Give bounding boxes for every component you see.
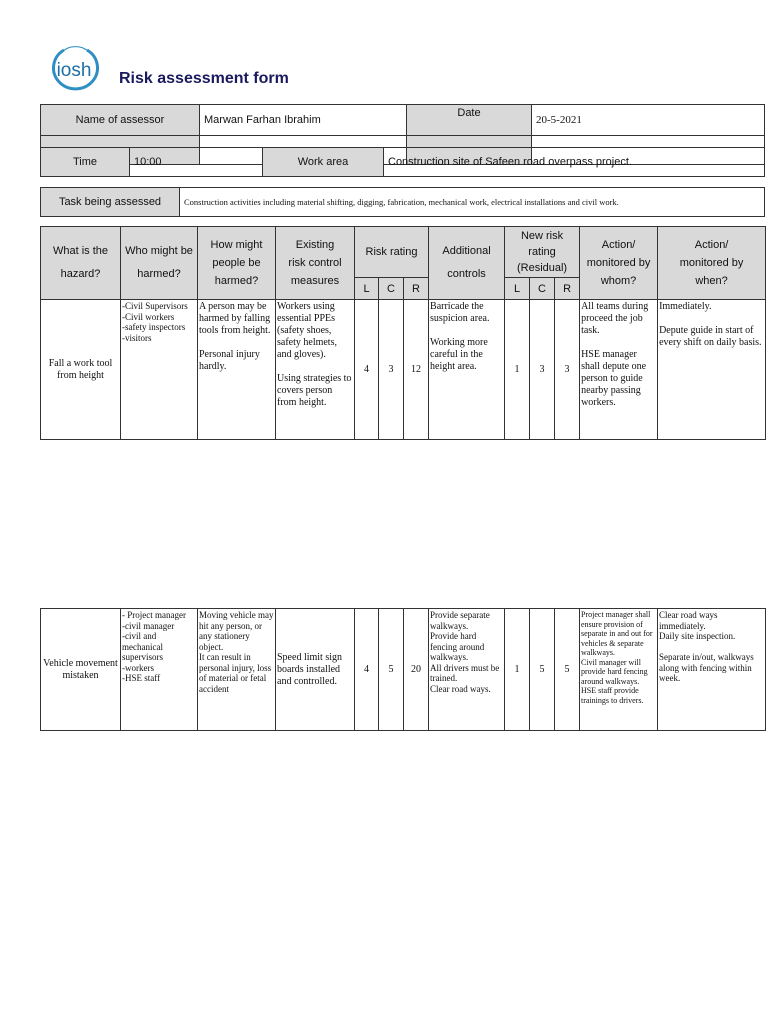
iosh-logo	[47, 46, 103, 92]
col-additional: Additional controls	[442, 245, 491, 280]
time-value: 10:00	[130, 148, 263, 177]
how-cell: A person may be harmed by falling tools from height. Personal injury hardly.	[198, 300, 276, 440]
time-label: Time	[41, 148, 130, 177]
col-how: How might people be harmed?	[210, 239, 263, 287]
l-cell: 4	[355, 609, 379, 731]
assessor-label: Name of assessor	[41, 105, 200, 136]
col-new-risk: New risk rating (Residual)	[516, 230, 568, 274]
assessor-name: Marwan Farhan Ibrahim	[200, 105, 407, 136]
new-c-cell: 3	[530, 300, 555, 440]
risk-table-1	[40, 226, 766, 440]
l-cell: 4	[355, 300, 379, 440]
col-c: C	[379, 278, 404, 300]
time-area-table	[40, 147, 765, 177]
col-new-l: L	[505, 278, 530, 300]
hazard-cell: Vehicle movement mistaken	[41, 609, 121, 731]
col-new-r: R	[555, 278, 580, 300]
page-title: Risk assessment form	[119, 70, 289, 87]
risk-table-2	[40, 608, 766, 731]
table-row	[41, 609, 766, 731]
existing-cell: Workers using essential PPEs (safety shoes, safety helmets, and gloves). Using strategies to covers person from height.	[276, 300, 355, 440]
when-cell: Clear road ways immediately. Daily site inspection. Separate in/out, walkways along with fencing within week.	[658, 609, 766, 731]
new-l-cell: 1	[505, 609, 530, 731]
task-value: Construction activities including material shifting, digging, fabrication, mechanical work, electrical installations and civil work.	[180, 188, 765, 217]
additional-cell: Provide separate walkways. Provide hard fencing around walkways. All drivers must be trained. Clear road ways.	[429, 609, 505, 731]
who-cell: - Project manager -civil manager -civil and mechanical supervisors -workers -HSE staff	[121, 609, 198, 731]
col-existing: Existing risk control measures	[288, 239, 342, 287]
col-who: Who might be harmed?	[125, 245, 193, 280]
new-r-cell: 3	[555, 300, 580, 440]
col-action-whom: Action/ monitored by whom?	[586, 239, 651, 287]
new-r-cell: 5	[555, 609, 580, 731]
who-cell: -Civil Supervisors -Civil workers -safety inspectors -visitors	[121, 300, 198, 440]
col-action-when: Action/ monitored by when?	[679, 239, 744, 287]
r-cell: 20	[404, 609, 429, 731]
col-risk-rating: Risk rating	[365, 245, 418, 258]
when-cell: Immediately. Depute guide in start of every shift on daily basis.	[658, 300, 766, 440]
new-l-cell: 1	[505, 300, 530, 440]
hazard-cell: Fall a work tool from height	[41, 300, 121, 440]
new-c-cell: 5	[530, 609, 555, 731]
r-cell: 12	[404, 300, 429, 440]
col-l: L	[355, 278, 379, 300]
date-value: 20-5-2021	[532, 105, 765, 136]
table-row	[41, 300, 766, 440]
c-cell: 5	[379, 609, 404, 731]
col-hazard: What is the hazard?	[52, 245, 109, 280]
how-cell: Moving vehicle may hit any person, or any stationery object. It can result in personal injury, loss of material or fetal accident	[198, 609, 276, 731]
whom-cell: Project manager shall ensure provision of separate in and out for vehicles & separate walkways. Civil manager will provide hard fencing around walkways. HSE staff provide trainings to drivers.	[580, 609, 658, 731]
task-table	[40, 187, 765, 217]
col-r: R	[404, 278, 429, 300]
col-new-c: C	[530, 278, 555, 300]
svg-text:iosh: iosh	[56, 60, 92, 81]
c-cell: 3	[379, 300, 404, 440]
whom-cell: All teams during proceed the job task. HSE manager shall depute one person to guide nearby passing workers.	[580, 300, 658, 440]
task-label: Task being assessed	[41, 188, 180, 217]
date-label: Date	[407, 105, 532, 136]
work-area-value: Construction site of Safeen road overpass project.	[384, 148, 765, 177]
work-area-label: Work area	[263, 148, 384, 177]
existing-cell: Speed limit sign boards installed and controlled.	[276, 609, 355, 731]
additional-cell: Barricade the suspicion area. Working more careful in the height area.	[429, 300, 505, 440]
